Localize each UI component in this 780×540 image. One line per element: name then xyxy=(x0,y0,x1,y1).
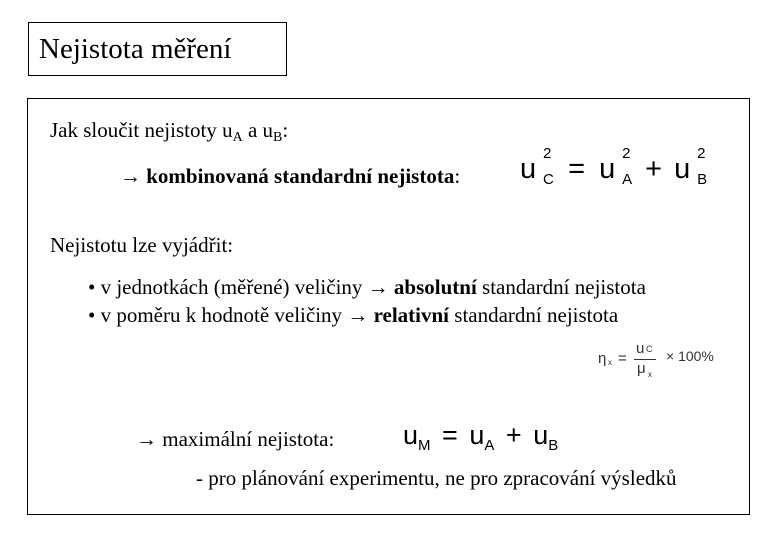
combined-formula: u 2 C = u 2 A + u 2 B xyxy=(520,145,708,188)
slide-title: Nejistota měření xyxy=(28,22,287,76)
bullet-absolute: • v jednotkách (měřené) veličiny → absolutní standardní nejistota xyxy=(88,275,646,299)
maximal-uncertainty-label: → maximální nejistota: xyxy=(136,427,335,451)
maximal-formula: $u_M = u_A + u_B$ xyxy=(403,420,559,454)
combined-uncertainty-label: → kombinovaná standardní nejistota: xyxy=(120,164,461,188)
bullet-relative: • v poměru k hodnotě veličiny → relativní standardní nejistota xyxy=(88,303,619,327)
maximal-note: - pro plánování experimentu, ne pro zpracování výsledků xyxy=(196,466,677,490)
merge-question: Jak sloučit nejistoty $u_A$ a $u_B$: xyxy=(50,118,289,145)
express-heading: Nejistotu lze vyjádřit: xyxy=(50,233,234,257)
